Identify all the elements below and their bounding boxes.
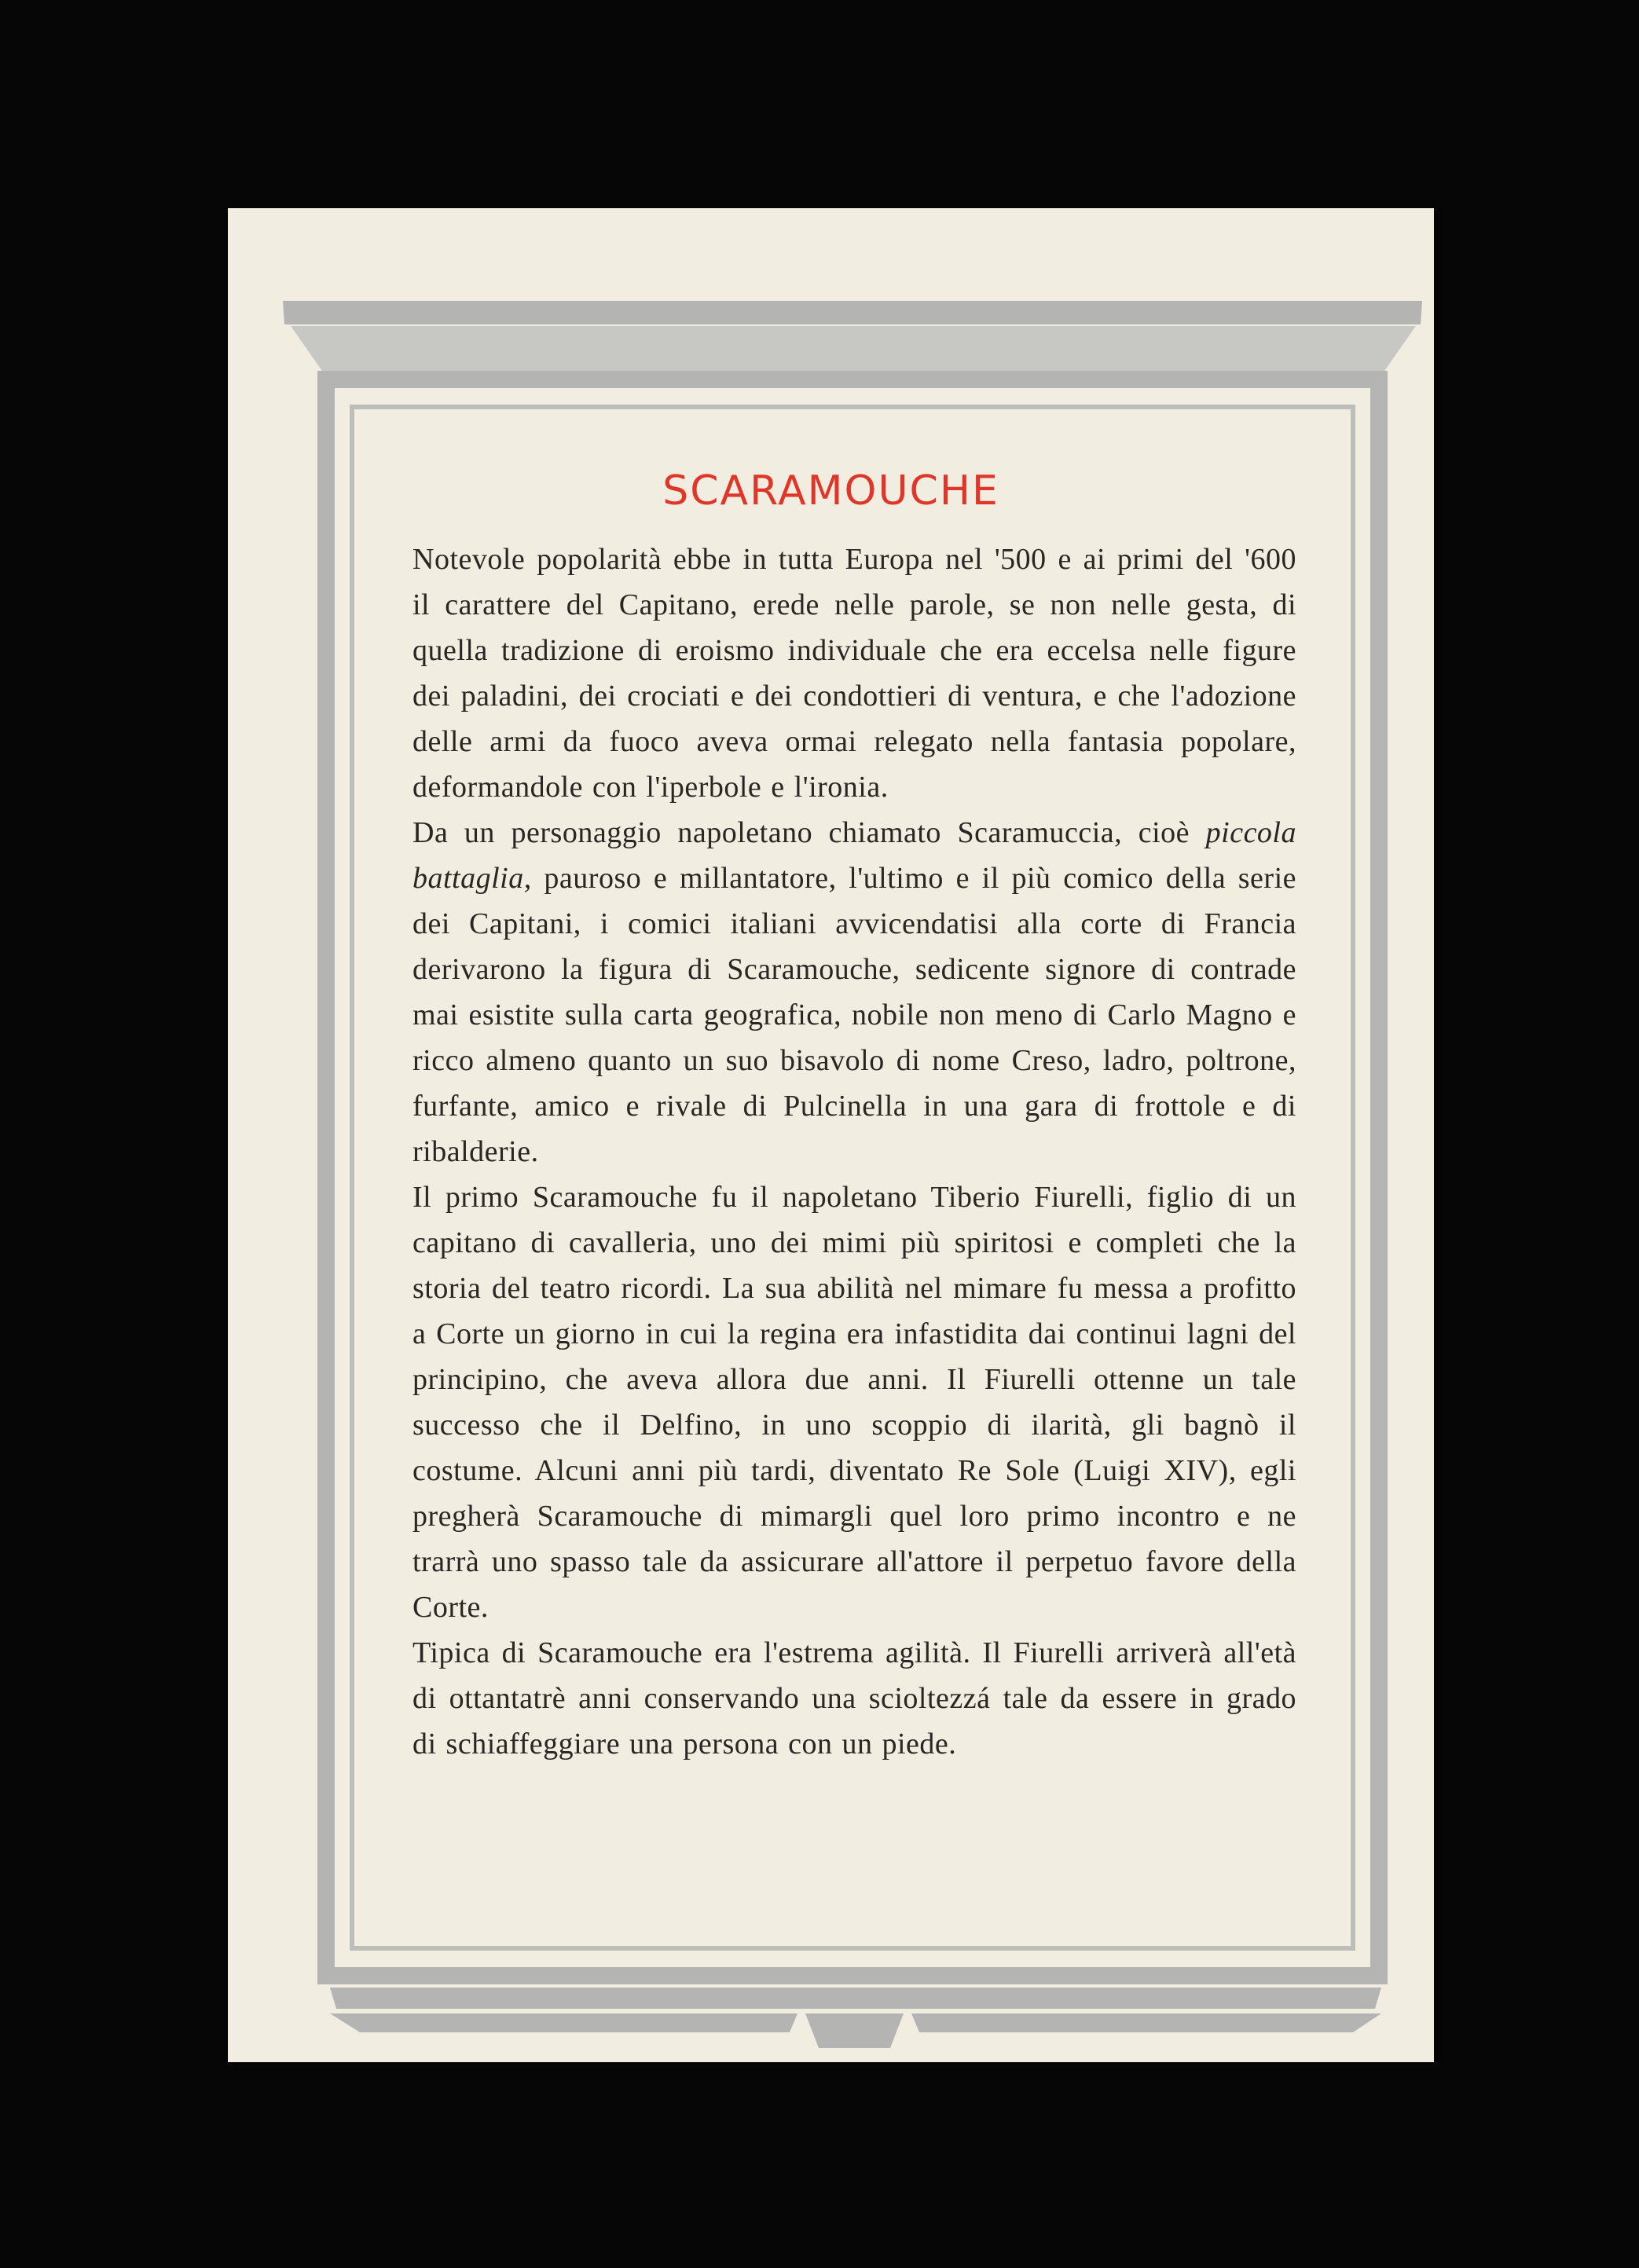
bottom-keystone — [805, 2013, 904, 2048]
bottom-right-bar — [911, 2013, 1381, 2032]
paragraph-4: Tipica di Scaramouche era l'estrema agilità. Il Fiurelli arriverà all'età di ottantatrè anni conservando una scioltezzá tale da essere in grado di schiaffeggiare una persona con un piede. — [412, 1636, 1296, 1761]
top-cornice-bar — [283, 301, 1422, 324]
document-card — [228, 208, 1434, 2062]
page-title: SCARAMOUCHE — [662, 467, 999, 515]
paragraph-2: Da un personaggio napoletano chiamato Scaramuccia, cioè piccola battaglia, pauroso e millantatore, l'ultimo e il più comico della serie dei Capitani, i comici italiani avvicendatisi alla corte di Francia derivarono la figura di Scaramouche, sedicente signore di contrade mai esistite sulla carta geografica, nobile non meno di Carlo Magno e ricco almeno quanto un suo bisavolo di nome Creso, ladro, poltrone, furfante, amico e rivale di Pulcinella in una gara di frottole e di ribalderie. — [412, 816, 1296, 1168]
body-text — [412, 537, 1296, 1767]
italic-phrase: piccola battaglia, — [412, 816, 1296, 895]
paragraph-1: Notevole popolarità ebbe in tutta Europa nel '500 e ai primi del '600 il carattere del Capitano, erede nelle parole, se non nelle gesta, di quella tradizione di eroismo individuale che era eccelsa nelle figure dei paladini, dei crociati e dei condottieri di ventura, e che l'adozione delle armi da fuoco aveva ormai relegato nella fantasia popolare, deformandole con l'iperbole e l'ironia. — [412, 543, 1296, 804]
paragraph-3: Il primo Scaramouche fu il napoletano Tiberio Fiurelli, figlio di un capitano di cavalleria, uno dei mimi più spiritosi e completi che la storia del teatro ricordi. La sua abilità nel mimare fu messa a profitto a Corte un giorno in cui la regina era infastidita dai continui lagni del principino, che aveva allora due anni. Il Fiurelli ottenne un tale successo che il Delfino, in uno scoppio di ilarità, gli bagnò il costume. Alcuni anni più tardi, diventato Re Sole (Luigi XIV), egli pregherà Scaramouche di mimargli quel loro primo incontro e ne trarrà uno spasso tale da assicurare all'attore il perpetuo favore della Corte. — [412, 1181, 1296, 1624]
bottom-left-bar — [330, 2013, 798, 2032]
bottom-band — [330, 1988, 1381, 2009]
top-cornice-frieze — [291, 326, 1416, 373]
